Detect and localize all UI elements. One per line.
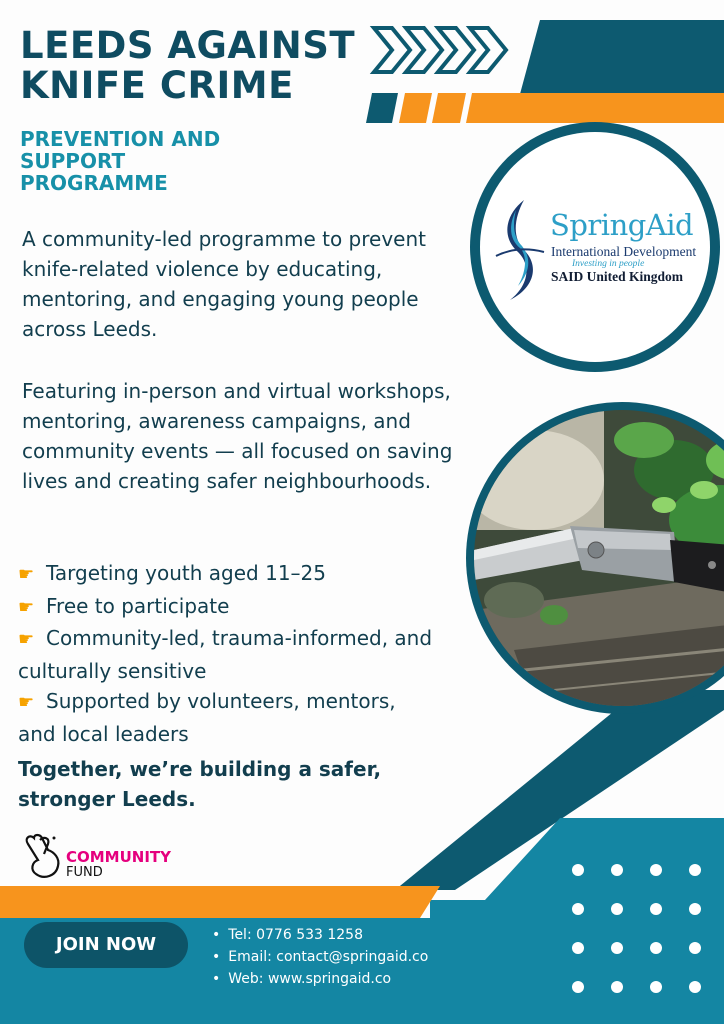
features-paragraph: Featuring in-person and virtual workshops, mentoring, awareness campaigns, and community events — all focused on saving lives and creating safer neighbourhoods. [22,379,453,493]
orange-band-bottom [0,886,440,918]
bullet-text: Free to participate [46,593,230,618]
subtitle [20,128,220,194]
top-dark-band [520,20,724,94]
subtitle-line-2: SUPPORT [20,149,126,173]
title-line-2: KNIFE CRIME [20,64,294,107]
pointing-hand-icon: ☛ [18,596,35,618]
community-fund-logo-text: COMMUNITY [66,848,172,866]
bullet-list [18,558,438,749]
pointing-hand-icon: ☛ [18,692,35,713]
stripe-orange-2 [432,93,466,123]
list-item [18,686,438,749]
list-item [18,591,438,624]
stripe-orange-1 [399,93,432,123]
crossed-fingers-icon [22,832,64,880]
contact-list [212,924,428,990]
list-item [18,623,438,686]
subtitle-line-1: PREVENTION AND [20,127,221,151]
join-now-button[interactable]: JOIN NOW [24,922,188,968]
intro-paragraph: A community-led programme to prevent knife-related violence by educating, mentoring, and engaging young people across Leeds. [22,227,426,341]
pointing-hand-icon: ☛ [18,629,35,650]
title-line-1: LEEDS AGAINST [20,24,356,67]
springaid-logo-country: SAID United Kingdom [551,269,684,284]
subtitle-line-3: PROGRAMME [20,171,168,195]
springaid-logo-name: SpringAid [550,208,694,242]
chevron-arrows-icon [374,28,506,72]
contact-phone: • Tel: 0776 533 1258 [212,924,428,946]
springaid-logo-tagline: Investing in people [572,259,645,269]
pointing-hand-icon: ☛ [18,564,35,585]
springaid-logo-subtitle: International Development [551,244,697,259]
contact-web[interactable]: • Web: www.springaid.co [212,968,428,990]
page-title [20,26,355,106]
contact-email[interactable]: • Email: contact@springaid.co [212,946,428,968]
community-fund-logo-subtext: FUND [66,865,103,880]
springaid-swoosh-icon [494,196,546,304]
bullet-text: Targeting youth aged 11–25 [46,561,326,585]
list-item [18,558,438,591]
closing-statement: Together, we’re building a safer, stronger Leeds. [18,757,382,811]
bullet-text: Community-led, trauma-informed, and culturally sensitive [18,626,433,683]
bullet-text: Supported by volunteers, mentors, and local leaders [18,689,396,746]
orange-band-top [466,93,724,123]
stripe-dark [366,93,398,123]
